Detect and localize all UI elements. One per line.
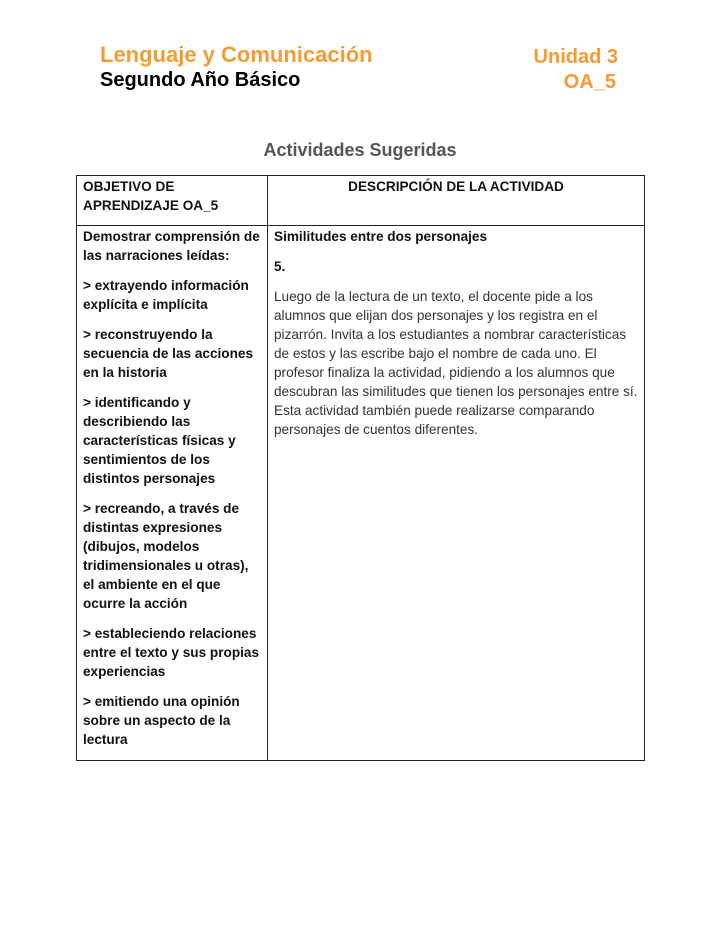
section-title: Actividades Sugeridas bbox=[263, 140, 457, 160]
objective-item: > reconstruyendo la secuencia de las acciones en la historia bbox=[83, 327, 254, 380]
objective-item: > identificando y describiendo las características físicas y sentimientos de los distintos personajes bbox=[83, 395, 236, 486]
objective-column-header: OBJETIVO DE APRENDIZAJE OA_5 bbox=[77, 176, 268, 226]
description-column-header: DESCRIPCIÓN DE LA ACTIVIDAD bbox=[268, 176, 645, 226]
activity-description: Luego de la lectura de un texto, el docente pide a los alumnos que elijan dos personajes y los registra en el pizarrón. Invita a los estudiantes a nombrar características de estos y las escribe bajo el nombre de cada uno. El profesor finaliza la actividad, pidiendo a los alumnos que descubran las similitudes que tienen los personajes entre sí. Esta actividad también puede realizarse comparando personajes de cuentos diferentes. bbox=[274, 289, 638, 437]
objective-item: > recreando, a través de distintas expresiones (dibujos, modelos tridimensionales u otras), el ambiente en el que ocurre la acción bbox=[83, 501, 249, 611]
unit-label: Unidad 3 bbox=[533, 46, 618, 68]
objective-item: > extrayendo información explícita e implícita bbox=[83, 278, 249, 312]
activities-table bbox=[76, 175, 645, 761]
table-header-row bbox=[77, 176, 645, 226]
grade-level: Segundo Año Básico bbox=[100, 69, 301, 91]
objective-item: > estableciendo relaciones entre el texto y sus propias experiencias bbox=[83, 626, 260, 679]
table-row bbox=[77, 226, 645, 761]
objective-code: OA_5 bbox=[563, 71, 616, 93]
description-cell bbox=[268, 226, 645, 761]
activity-number: 5. bbox=[274, 259, 286, 274]
page-header bbox=[100, 40, 620, 100]
objective-item: Demostrar comprensión de las narraciones leídas: bbox=[83, 229, 260, 263]
activity-title: Similitudes entre dos personajes bbox=[274, 229, 488, 244]
objectives-cell bbox=[77, 226, 268, 761]
objective-item: > emitiendo una opinión sobre un aspecto de la lectura bbox=[83, 694, 240, 747]
subject-title: Lenguaje y Comunicación bbox=[100, 42, 373, 67]
